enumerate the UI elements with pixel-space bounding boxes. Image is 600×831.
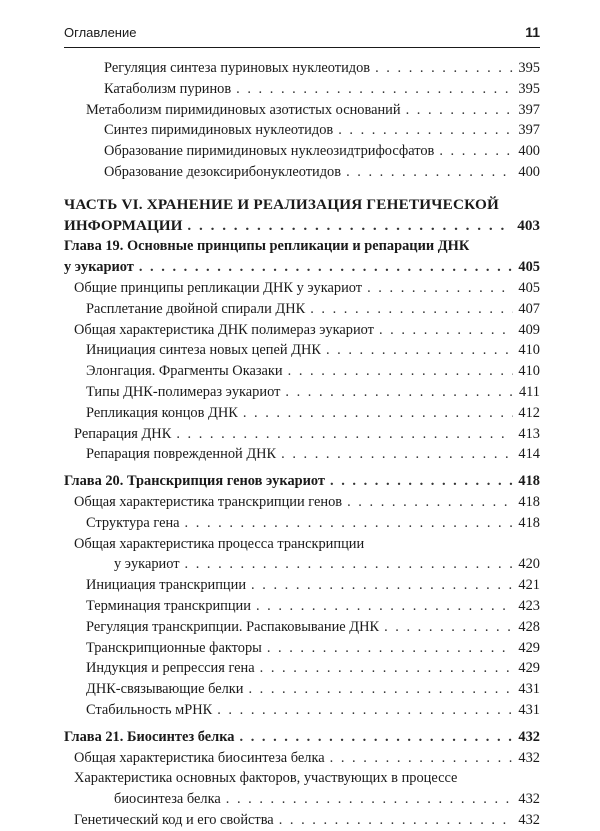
- dot-leader: [310, 299, 513, 320]
- dot-leader: [338, 120, 513, 141]
- toc-entry[interactable]: Терминация транскрипции . . . 423: [64, 596, 540, 617]
- page-number: 11: [525, 24, 540, 40]
- dot-leader: [346, 162, 513, 183]
- toc-entry[interactable]: Элонгация. Фрагменты Оказаки . . . 410: [64, 361, 540, 382]
- dot-leader: [288, 361, 514, 382]
- dot-leader: [256, 596, 513, 617]
- toc-entry[interactable]: Катаболизм пуринов . . . 395: [64, 79, 540, 100]
- toc-entry[interactable]: Структура гена . . . 418: [64, 513, 540, 534]
- dot-leader: [217, 700, 513, 721]
- dot-leader: [384, 617, 513, 638]
- dot-leader: [243, 403, 514, 424]
- dot-leader: [330, 471, 513, 492]
- toc-entry[interactable]: Транскрипционные факторы . . . 429: [64, 638, 540, 659]
- dot-leader: [260, 658, 514, 679]
- table-of-contents: [64, 58, 540, 831]
- dot-leader: [330, 748, 514, 769]
- toc-entry[interactable]: Инициация транскрипции . . . 421: [64, 575, 540, 596]
- toc-entry[interactable]: Инициация синтеза новых цепей ДНК . . . 410: [64, 340, 540, 361]
- toc-entry[interactable]: Репликация концов ДНК . . . 412: [64, 403, 540, 424]
- toc-entry[interactable]: Репарация поврежденной ДНК . . . 414: [64, 444, 540, 465]
- dot-leader: [185, 554, 514, 575]
- toc-entry[interactable]: Образование дезоксирибонуклеотидов . . . 400: [64, 162, 540, 183]
- toc-entry[interactable]: Образование пиримидиновых нуклеозидтрифосфатов . . . 400: [64, 141, 540, 162]
- dot-leader: [439, 141, 513, 162]
- toc-entry[interactable]: Метаболизм пиримидиновых азотистых оснований . . . 397: [64, 100, 540, 121]
- toc-entry[interactable]: Регуляция транскрипции. Распаковывание ДНК . . . 428: [64, 617, 540, 638]
- dot-leader: [267, 638, 514, 659]
- dot-leader: [285, 382, 514, 403]
- toc-entry[interactable]: Синтез пиримидиновых нуклеотидов . . . 397: [64, 120, 540, 141]
- dot-leader: [236, 79, 513, 100]
- dot-leader: [139, 257, 514, 278]
- toc-entry[interactable]: Расплетание двойной спирали ДНК . . . 407: [64, 299, 540, 320]
- header-rule: [64, 47, 540, 48]
- dot-leader: [226, 789, 514, 810]
- toc-entry[interactable]: Характеристика основных факторов, участвующих в процессе биосинтеза белка . . . 432: [64, 768, 540, 810]
- toc-entry[interactable]: Общая характеристика процесса транскрипции у эукариот . . . 420: [64, 534, 540, 576]
- toc-entry[interactable]: ДНК-связывающие белки . . . 431: [64, 679, 540, 700]
- dot-leader: [347, 492, 513, 513]
- dot-leader: [176, 424, 513, 445]
- toc-entry[interactable]: Общая характеристика ДНК полимераз эукариот . . . 409: [64, 320, 540, 341]
- dot-leader: [185, 513, 514, 534]
- dot-leader: [375, 58, 513, 79]
- dot-leader: [379, 320, 513, 341]
- toc-entry[interactable]: Общая характеристика транскрипции генов . . . 418: [64, 492, 540, 513]
- dot-leader: [279, 810, 514, 831]
- dot-leader: [187, 216, 512, 237]
- toc-chapter-entry[interactable]: Глава 19. Основные принципы репликации и репарации ДНК у эукариот . . . 405: [64, 236, 540, 278]
- toc-chapter-entry[interactable]: Глава 20. Транскрипция генов эукариот . . . 418: [64, 471, 540, 492]
- dot-leader: [240, 727, 514, 748]
- toc-entry[interactable]: Индукция и репрессия гена . . . 429: [64, 658, 540, 679]
- toc-entry[interactable]: Регуляция синтеза пуриновых нуклеотидов . . . 395: [64, 58, 540, 79]
- toc-entry[interactable]: Стабильность мРНК . . . 431: [64, 700, 540, 721]
- running-head: [64, 24, 540, 40]
- dot-leader: [281, 444, 513, 465]
- toc-part-entry[interactable]: ЧАСТЬ VI. ХРАНЕНИЕ И РЕАЛИЗАЦИЯ ГЕНЕТИЧЕСКОЙ ИНФОРМАЦИИ . . . 403: [64, 195, 540, 237]
- dot-leader: [406, 100, 514, 121]
- dot-leader: [367, 278, 513, 299]
- running-head-title: Оглавление: [64, 25, 137, 40]
- toc-entry[interactable]: Общая характеристика биосинтеза белка . . . 432: [64, 748, 540, 769]
- toc-entry[interactable]: Генетический код и его свойства . . . 432: [64, 810, 540, 831]
- dot-leader: [248, 679, 513, 700]
- toc-chapter-entry[interactable]: Глава 21. Биосинтез белка . . . 432: [64, 727, 540, 748]
- dot-leader: [251, 575, 513, 596]
- toc-entry[interactable]: Репарация ДНК . . . 413: [64, 424, 540, 445]
- toc-entry[interactable]: Общие принципы репликации ДНК у эукариот . . . 405: [64, 278, 540, 299]
- dot-leader: [326, 340, 513, 361]
- toc-entry[interactable]: Типы ДНК-полимераз эукариот . . . 411: [64, 382, 540, 403]
